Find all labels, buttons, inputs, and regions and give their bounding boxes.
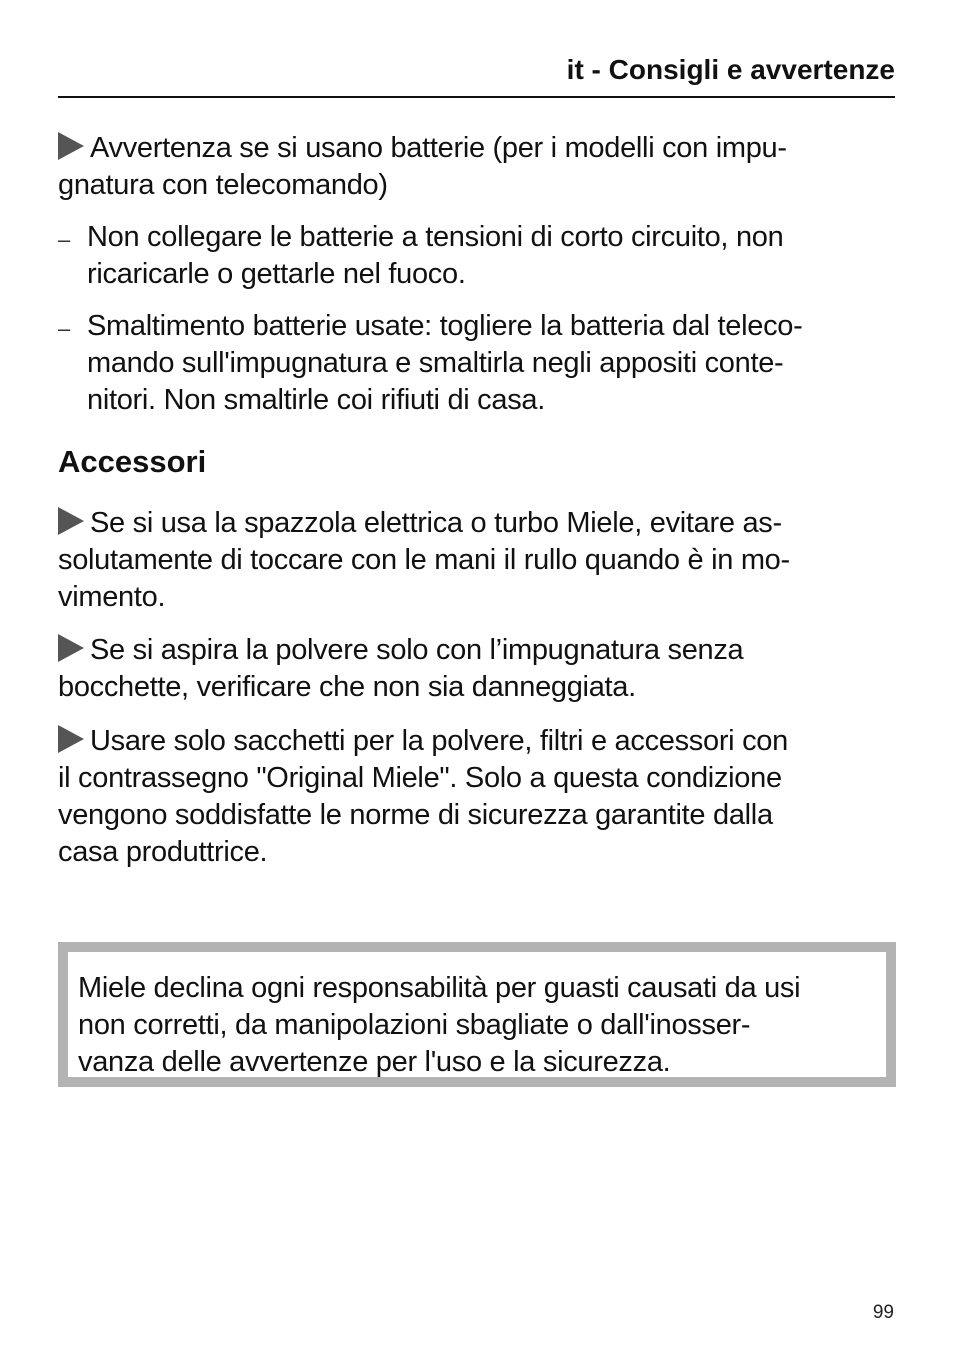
notice-line: non corretti, da manipolazioni sbagliate o dall'inosser- bbox=[78, 1009, 751, 1041]
paragraph-line: il contrassegno "Original Miele". Solo a questa condizione bbox=[58, 762, 782, 794]
notice-text bbox=[68, 952, 886, 1077]
section-title: it - Consigli e avvertenze bbox=[566, 54, 895, 85]
list-item-line: nitori. Non smaltirle coi rifiuti di casa. bbox=[87, 384, 545, 416]
warning-triangle-icon bbox=[58, 507, 84, 535]
paragraph-line: Se si aspira la polvere solo con l’impugnatura senza bbox=[58, 632, 898, 669]
paragraph-line: Se si usa la spazzola elettrica o turbo Miele, evitare as- bbox=[58, 505, 898, 542]
list-item-line: Smaltimento batterie usate: togliere la batteria dal teleco- bbox=[87, 310, 803, 342]
warning-triangle-icon bbox=[58, 725, 84, 753]
paragraph-line: Avvertenza se si usano batterie (per i modelli con impu- bbox=[58, 130, 898, 167]
list-item bbox=[58, 219, 898, 293]
paragraph-line: casa produttrice. bbox=[58, 836, 268, 868]
paragraph-line: bocchette, verificare che non sia danneggiata. bbox=[58, 671, 636, 703]
page-number: 99 bbox=[872, 1302, 894, 1323]
notice-box bbox=[58, 942, 896, 1087]
notice-line: vanza delle avvertenze per l'uso e la sicurezza. bbox=[78, 1046, 671, 1078]
paragraph-line: solutamente di toccare con le mani il rullo quando è in mo- bbox=[58, 544, 790, 576]
paragraph-line: vengono soddisfatte le norme di sicurezza garantite dalla bbox=[58, 799, 773, 831]
battery-warning-paragraph bbox=[58, 130, 898, 204]
page-header bbox=[58, 52, 895, 98]
accessories-paragraph bbox=[58, 723, 898, 871]
accessories-paragraph bbox=[58, 632, 898, 706]
paragraph-line: vimento. bbox=[58, 581, 166, 613]
list-dash: – bbox=[58, 227, 70, 252]
accessories-heading: Accessori bbox=[58, 444, 207, 479]
list-item-line: Non collegare le batterie a tensioni di corto circuito, non bbox=[87, 221, 784, 253]
paragraph-line: gnatura con telecomando) bbox=[58, 169, 388, 201]
accessories-paragraph bbox=[58, 505, 898, 616]
paragraph-line: Usare solo sacchetti per la polvere, filtri e accessori con bbox=[58, 723, 898, 760]
warning-triangle-icon bbox=[58, 634, 84, 662]
list-item-line: mando sull'impugnatura e smaltirla negli appositi conte- bbox=[87, 347, 784, 379]
notice-line: Miele declina ogni responsabilità per guasti causati da usi bbox=[78, 972, 801, 1004]
list-item-line: ricaricarle o gettarle nel fuoco. bbox=[87, 258, 466, 290]
list-dash: – bbox=[58, 316, 70, 341]
list-item bbox=[58, 308, 898, 419]
warning-triangle-icon bbox=[58, 132, 84, 160]
